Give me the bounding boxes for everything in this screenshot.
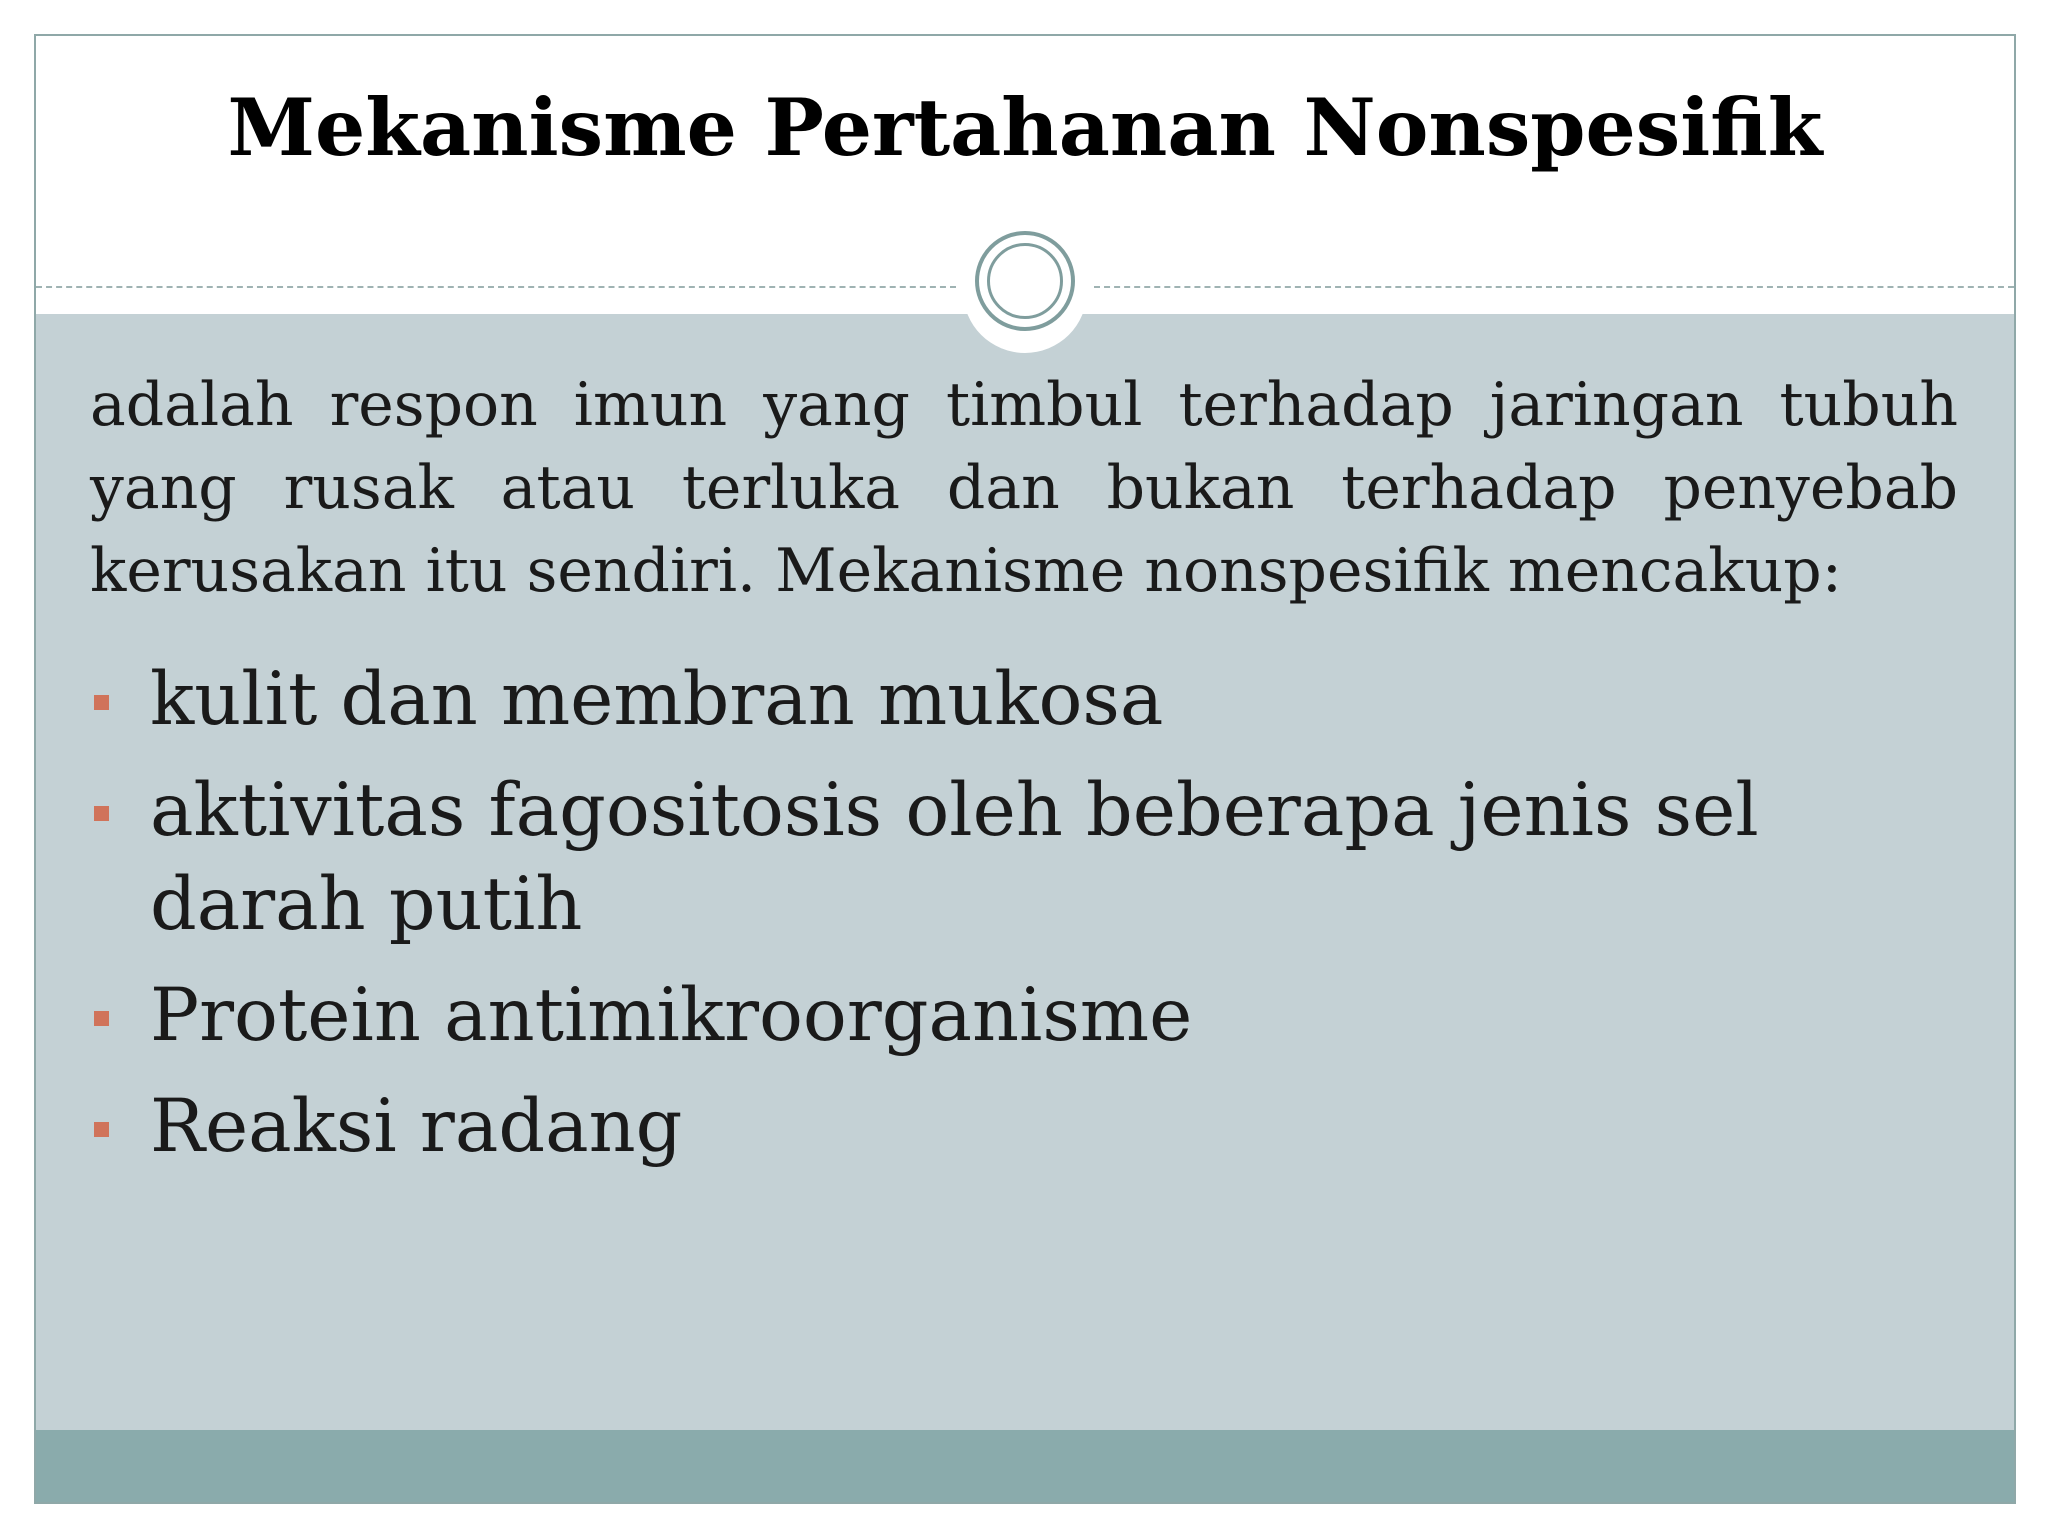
list-item-text: Protein antimikroorganisme (150, 973, 1193, 1058)
list-item-text: kulit dan membran mukosa (150, 657, 1164, 742)
ornament-inner-ring (987, 243, 1063, 319)
square-bullet-icon (94, 695, 109, 710)
title-divider-left (36, 286, 956, 288)
square-bullet-icon (94, 1122, 109, 1137)
list-item-text: Reaksi radang (150, 1084, 683, 1169)
bullet-list (90, 653, 1950, 1191)
slide-title: Mekanisme Pertahanan Nonspesifik (227, 81, 1823, 174)
list-item (90, 764, 1950, 952)
list-item (90, 1080, 1950, 1174)
list-item (90, 653, 1950, 747)
list-item (90, 969, 1950, 1063)
slide (34, 34, 2016, 1504)
footer-band (36, 1430, 2014, 1502)
intro-paragraph: adalah respon imun yang timbul terhadap jaringan tubuh yang rusak atau terluka dan bukan terhadap penyebab kerusakan itu sendiri. Mekanisme nonspesifik mencakup: (90, 370, 1958, 606)
list-item-text: aktivitas fagositosis oleh beberapa jenis sel darah putih (150, 768, 1759, 947)
double-circle-ornament-icon (975, 231, 1075, 331)
square-bullet-icon (94, 1011, 109, 1026)
title-divider-right (1094, 286, 2014, 288)
square-bullet-icon (94, 806, 109, 821)
